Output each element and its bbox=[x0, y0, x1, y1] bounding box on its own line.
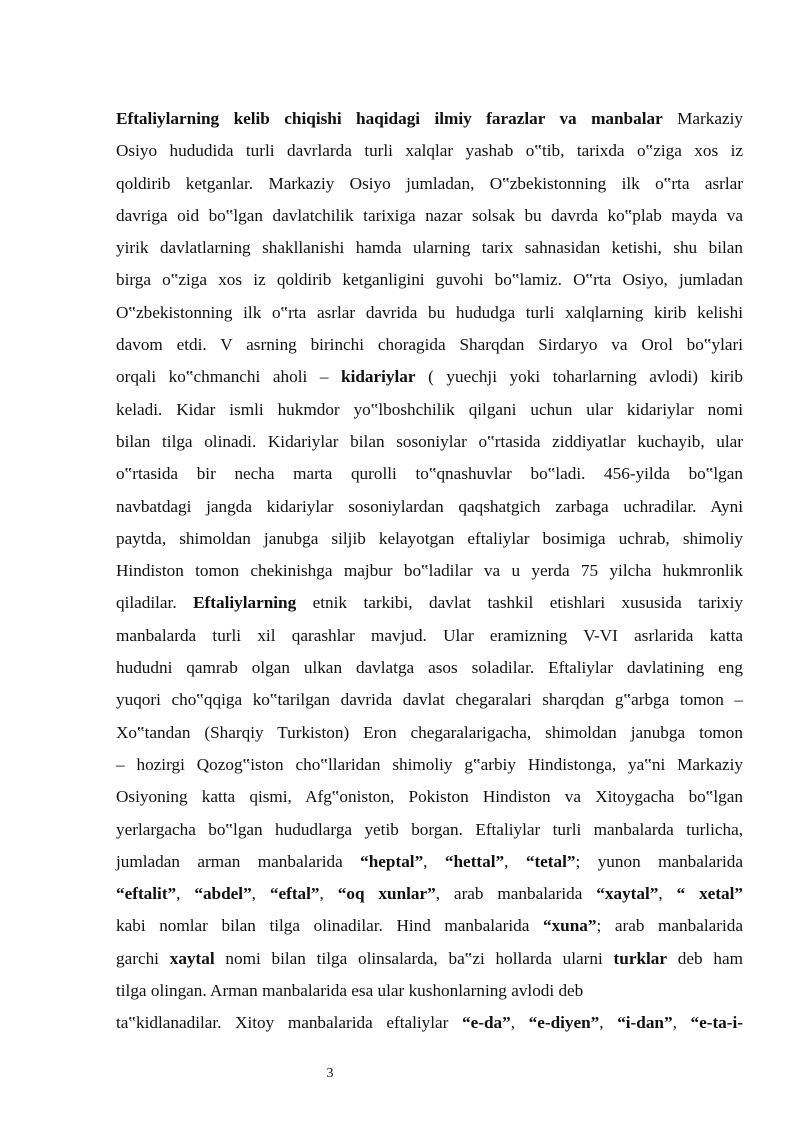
text-run: , bbox=[504, 851, 526, 871]
text-line bbox=[116, 523, 743, 555]
bold-term: “eftal” bbox=[269, 884, 320, 904]
bold-term: “eftalit” bbox=[116, 884, 177, 904]
page-number: 3 bbox=[326, 1066, 334, 1081]
text-line bbox=[116, 297, 743, 329]
text-run: ta‟kidlanadilar. Xitoy manbalarida eftaliylar bbox=[116, 1013, 463, 1033]
text-line bbox=[116, 135, 743, 167]
text-line bbox=[116, 717, 743, 749]
text-run: etnik tarkibi, davlat tashkil etishlari xususida tarixiy bbox=[296, 593, 743, 613]
bold-term: kidariylar bbox=[341, 367, 416, 387]
text-line bbox=[116, 168, 743, 200]
text-run: ; arab manbalarida bbox=[596, 916, 743, 936]
text-run: birga o‟ziga xos iz qoldirib ketganligini guvohi bo‟lamiz. O‟rta Osiyo, jumladan bbox=[116, 270, 743, 290]
text-run: , bbox=[251, 884, 270, 904]
text-line bbox=[116, 264, 743, 296]
text-run: garchi bbox=[116, 948, 170, 968]
text-run: , bbox=[599, 1013, 618, 1033]
text-line bbox=[116, 781, 743, 813]
text-line bbox=[116, 749, 743, 781]
text-run: Markaziy bbox=[662, 109, 743, 128]
text-run: davriga oid bo‟lgan davlatchilik tarixiga nazar solsak bu davrda ko‟plab mayda va bbox=[116, 205, 743, 225]
text-run: qiladilar. bbox=[116, 593, 194, 613]
bold-term: turklar bbox=[613, 948, 667, 968]
bold-term: xaytal bbox=[169, 948, 215, 968]
text-run: manbalarda turli xil qarashlar mavjud. Ular eramizning V-VI asrlarida katta bbox=[116, 625, 743, 645]
text-run: – hozirgi Qozog‟iston cho‟llaridan shimoliy g‟arbiy Hindistonga, ya‟ni Markaziy bbox=[116, 754, 743, 774]
text-line bbox=[116, 684, 743, 716]
text-run: O‟zbekistonning ilk o‟rta asrlar davrida bu hududga turli xalqlarning kirib kelishi bbox=[116, 302, 743, 322]
text-line bbox=[116, 329, 743, 361]
text-run: bilan tilga olinadi. Kidariylar bilan sosoniylar o‟rtasida ziddiyatlar kuchayib, ular bbox=[116, 431, 743, 451]
text-run: , bbox=[423, 851, 445, 871]
text-run: orqali ko‟chmanchi aholi – bbox=[116, 367, 342, 387]
text-run: qoldirib ketganlar. Markaziy Osiyo jumladan, O‟zbekistonning ilk o‟rta asrlar bbox=[116, 173, 743, 193]
text-run: tilga olingan. Arman manbalarida esa ular kushonlarning avlodi deb bbox=[116, 981, 584, 1001]
text-run: yerlargacha bo‟lgan hududlarga yetib borgan. Eftaliylar turli manbalarda turlicha, bbox=[116, 819, 743, 839]
text-run: , bbox=[510, 1013, 529, 1033]
text-line bbox=[116, 910, 743, 942]
bold-term: “xaytal” bbox=[596, 884, 659, 904]
document-body bbox=[116, 103, 743, 1040]
text-run: kabi nomlar bilan tilga olinadilar. Hind manbalarida bbox=[116, 916, 543, 936]
text-line bbox=[116, 846, 743, 878]
text-run: ; yunon manbalarida bbox=[575, 851, 744, 871]
text-run: , arab manbalarida bbox=[435, 884, 597, 904]
text-line bbox=[116, 620, 743, 652]
text-run: ( yuechji yoki toharlarning avlodi) kirib bbox=[415, 367, 744, 387]
text-run: Hindiston tomon chekinishga majbur bo‟ladilar va u yerda 75 yilcha hukmronlik bbox=[116, 561, 743, 581]
text-run: yirik davlatlarning shakllanishi hamda ularning tarix sahnasidan ketishi, shu bilan bbox=[116, 238, 743, 258]
bold-term: “hettal” bbox=[444, 851, 505, 871]
text-line bbox=[116, 943, 743, 975]
bold-term: “tetal” bbox=[525, 851, 576, 871]
text-run: paytda, shimoldan janubga siljib kelayotgan eftaliylar bosimiga uchrab, shimoliy bbox=[116, 528, 743, 548]
text-line bbox=[116, 555, 743, 587]
text-line bbox=[116, 652, 743, 684]
text-line bbox=[116, 394, 743, 426]
text-line bbox=[116, 587, 743, 619]
bold-term: “i-dan” bbox=[617, 1013, 673, 1033]
text-run: , bbox=[176, 884, 195, 904]
text-run: deb ham bbox=[667, 948, 743, 968]
bold-term: Eftaliylarning kelib chiqishi haqidagi ilmiy farazlar va manbalar bbox=[116, 109, 663, 128]
text-line bbox=[116, 426, 743, 458]
text-run: davom etdi. V asrning birinchi choragida Sharqdan Sirdaryo va Orol bo‟ylari bbox=[116, 335, 743, 355]
bold-term: “heptal” bbox=[360, 851, 424, 871]
text-line bbox=[116, 458, 743, 490]
text-line bbox=[116, 232, 743, 264]
text-run: keladi. Kidar ismli hukmdor yo‟lboshchilik qilgani uchun ular kidariylar nomi bbox=[116, 399, 743, 419]
text-line bbox=[116, 361, 743, 393]
bold-term: “abdel” bbox=[194, 884, 252, 904]
text-run: navbatdagi jangda kidariylar sosoniylardan qaqshatgich zarbaga uchradilar. Ayni bbox=[116, 496, 743, 516]
bold-term: “ xetal” bbox=[676, 884, 743, 904]
text-line bbox=[116, 103, 743, 135]
bold-term: “e-da” bbox=[462, 1013, 511, 1033]
text-line bbox=[116, 878, 743, 910]
bold-term: “e-ta-i- bbox=[690, 1013, 743, 1033]
text-line bbox=[116, 975, 743, 1007]
bold-term: Eftaliylarning bbox=[193, 593, 297, 613]
text-run: , bbox=[672, 1013, 691, 1033]
text-run: hududni qamrab olgan ulkan davlatga asos soladilar. Eftaliylar davlatining eng bbox=[116, 658, 743, 678]
text-line bbox=[116, 200, 743, 232]
text-line bbox=[116, 491, 743, 523]
text-run: Xo‟tandan (Sharqiy Turkiston) Eron chegaralarigacha, shimoldan janubga tomon bbox=[116, 722, 743, 742]
bold-term: “xuna” bbox=[542, 916, 597, 936]
text-run: yuqori cho‟qqiga ko‟tarilgan davrida davlat chegaralari sharqdan g‟arbga tomon – bbox=[116, 690, 743, 710]
bold-term: “oq xunlar” bbox=[337, 884, 436, 904]
text-run: , bbox=[658, 884, 677, 904]
text-run: o‟rtasida bir necha marta qurolli to‟qnashuvlar bo‟ladi. 456-yilda bo‟lgan bbox=[116, 464, 743, 484]
bold-term: “e-diyen” bbox=[528, 1013, 600, 1033]
text-run: Osiyoning katta qismi, Afg‟oniston, Pokiston Hindiston va Xitoygacha bo‟lgan bbox=[116, 787, 743, 807]
text-run: Osiyo hududida turli davrlarda turli xalqlar yashab o‟tib, tarixda o‟ziga xos iz bbox=[116, 141, 743, 161]
text-run: nomi bilan tilga olinsalarda, ba‟zi hollarda ularni bbox=[214, 948, 614, 968]
text-line bbox=[116, 814, 743, 846]
text-line bbox=[116, 1007, 743, 1039]
text-run: , bbox=[319, 884, 338, 904]
text-run: jumladan arman manbalarida bbox=[116, 851, 361, 871]
